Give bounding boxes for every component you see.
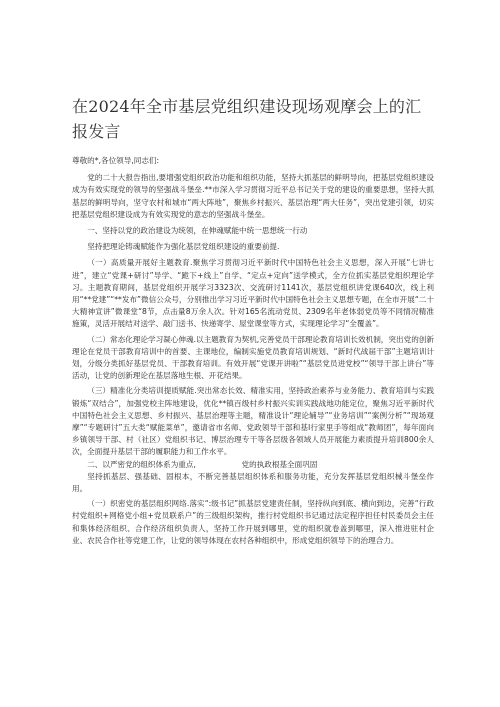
paragraph-1-2: （二）常态化理论学习凝心伸魂.以主题教育为契机,完善党员干部理论教育培训长效机制，突出党的创新理论在党员干部教育培训中的首要、主课地位，编制实施党员教育培训规划、“新时代战届干部”主题培训计划，分级分类抓好基层党员、干部教育培训。有效开展“党课开讲啦”“基层党员进党校”“领导干部上讲台”等活动，让党的创新理论在基层落地生根、开花结果。 [72,334,434,381]
section-1-heading: 一、坚持以党的政治建设为统领，在伸魂赋能中统一思想统一行动 [87,226,308,236]
section-2-subheading: 坚持抓基层、强基础、固根本，不断完善基层组织体系和服务功能，充分发挥基层党组织械斗堡垒作用。 [72,471,434,494]
paragraph-2-1: （一）织密党的基层组织网络.落实“:级书记”抓基层党建责任制，坚持纵向到底、横向到边，完善“行政村党组织+网格党小组+党员联系户”的三级组织架构，推行村党组织书记通过法定程序担任村民委员会主任和集体经济组织、合作经济组织负责人，坚持工作开展到哪里，党的组织就卷盖到哪里，深入推进驻村企业、农民合作社等党建工作，让党的领导体现在农村各种组织中，形成党组织领导下的治理合力。 [72,499,434,545]
intro-paragraph: 党的二十大报告指出,要增强党组织政治功能和组织功能，坚持大抓基层的鲜明导向，把基层党组织建设成为有效实现党的领导的坚强战斗堡垒.**市深入学习贯彻习近平总书记关于党的建设的重要思想，坚持大抓基层的鲜明导向，坚守农村和城市“两大阵地”，聚焦乡村振兴、基层治理“两大任务”，突出党建引领，切实把基层党组织建设成为有效实现党的意志的坚强战斗堡垒。 [72,173,434,219]
document-title: 在2024年全市基层党组织建设现场观摩会上的汇报发言 [72,97,422,141]
section-1-subheading: 坚持把理论铸魂赋能作为强化基层党组织建设的重要前提. [87,242,280,252]
section-2-heading: 二、以严密党的组织体系为重点, 党的执政根基全面巩固 [87,459,318,469]
salutation: 尊敬的*,各位领导,同志们: [72,156,160,165]
document-body [72,155,434,547]
paragraph-1-3: （三）精准化分类培训提质赋能.突出常态长效、精准实用，坚持政治素养与业务能力、教育培训与实践锻炼“双结合”，加强党校主阵地建设，优化**镇百级村乡村振兴实训实践战地功能定位，聚焦习近平新时代中国特色社会主义思想、乡村振兴、基层治理等主题，精准设计“理论辅导”“业务培训”“案例分析”“现场观摩”“专题研讨”五大类“赋能菜单”，邀请省市名师、党政领导干部和基l行家里手等组成“教师团”，每年面向乡镇领导干部、村（社区）党组织书记、博层治理专干等各层级各领域人员开展能力素质提升培训800余人次，全面提升基层干部的履职能力和工作水平。 [72,386,434,457]
paragraph-1-1: （一）高质量开展好主题教育.聚焦学习贯彻习近平新时代中国特色社会主义思想，深入开展“七讲七进”，建立“党课+研讨”导学、“跪下+线上”自学、“定点+定向”送学模式，全方位抓实基层党组织理论学习。主题教育期间，基层党组织开展学习3323次、交流研讨1141次，基层党组织讲党课640次，线上利用“**党建”“**发布”微信公众号，分别推出学习习近平新时代中国特色社会主义思想专题，在全市开展“二十大精神宣讲”微课堂“8节，点击量8万余人次。针对165名流动党员、2309名年老体弱党员等不同情况精准施策，灵活开展结对送学、敲门送书、快递寄学、屋堂课堂等方式，实现理论学习“全覆盖”。 [72,258,434,329]
